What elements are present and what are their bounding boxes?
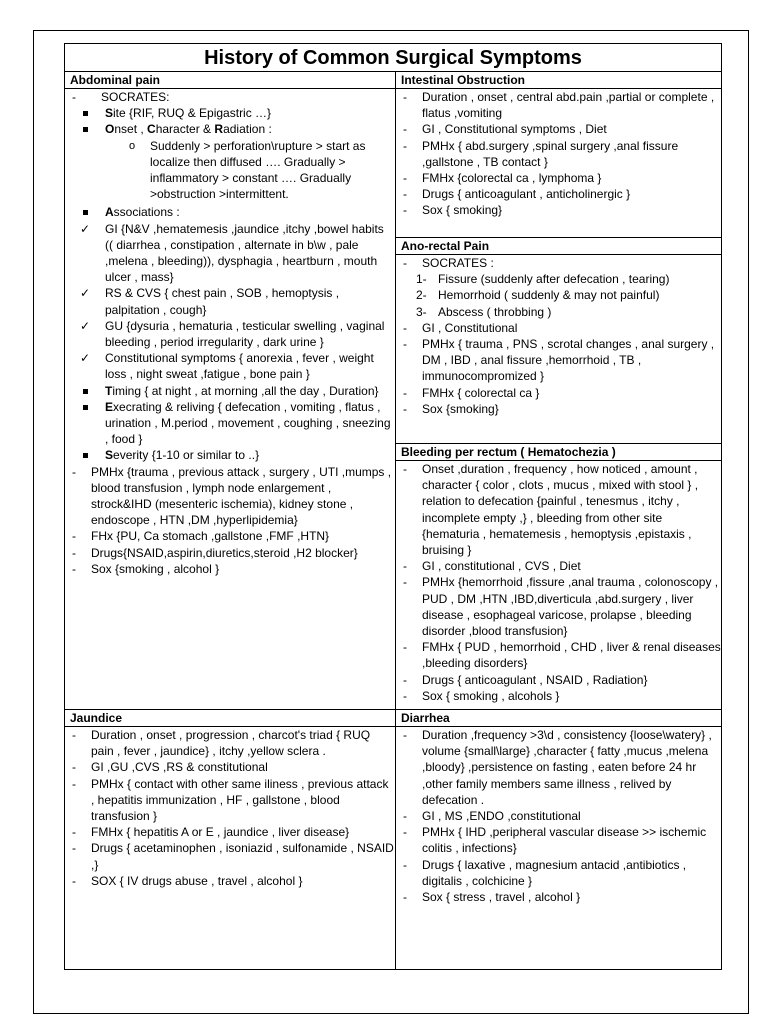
list-item: - GI , Constitutional symptoms , Diet [396,121,721,137]
document-title: History of Common Surgical Symptoms [65,44,721,72]
list-item: - GI , constitutional , CVS , Diet [396,558,721,574]
list-item: - Sox { smoking} [396,202,721,218]
diarrhea-section [396,710,721,969]
jaundice-heading: Jaundice [65,710,395,727]
list-item: - Drugs { acetaminophen , isoniazid , sulfonamide , NSAID ,} [65,840,395,872]
list-item: - Duration , onset , central abd.pain ,partial or complete , flatus ,vomiting [396,89,721,121]
list-item: - FMHx {colorectal ca , lymphoma } [396,170,721,186]
abdominal-pain-list [65,89,395,577]
bleeding-per-rectum-section [396,444,721,709]
abdominal-pain-heading: Abdominal pain [65,72,395,89]
numbered-item: 1- Fissure (suddenly after defecation , tearing) [416,272,670,287]
site-item: Site {RIF, RUQ & Epigastric …} [65,105,395,121]
ano-rectal-pain-list [396,255,721,417]
list-item: - Onset ,duration , frequency , how noticed , amount , character { color , clots , mucus , mixed with stool } , relation to defecation {painful , tenesmus , itchy , incomplete empty ,} , bleeding from other site {hematuria , hematemesis , hemoptysis ,epistaxis , bruising } [396,461,721,558]
list-item: - PMHx { trauma , PNS , scrotal changes , anal surgery , DM , IBD , anal fissure ,hemorrhoid , TB , immunocompromized } [396,336,721,385]
exacerbating-item: Execrating & reliving { defecation , vomiting , flatus , urination , M.period , movement , coughing , sneezing , food } [65,399,395,448]
ano-rectal-pain-section [396,238,721,443]
abdominal-pain-section [65,72,395,709]
gu-item: ✓ GU {dysuria , hematuria , testicular swelling , vaginal bleeding , period irregularity , dark urine } [65,318,395,350]
list-item: - PMHx { contact with other same iliness , previous attack , hepatitis immunization , HF , gallstone , blood transfusion } [65,776,395,825]
list-item: - Sox { smoking , alcohols } [396,688,721,704]
pmhx-item: - PMHx {trauma , previous attack , surgery , UTI ,mumps , blood transfusion , lymph node enlargement , strock&IHD (mesenteric ischemia), kidney stone , endoscope , HTN ,DM ,hyperlipidemia} [65,464,395,529]
diarrhea-heading: Diarrhea [396,710,721,727]
list-item: - Duration ,frequency >3\d , consistency {loose\watery} , volume {small\large} ,character { fatty ,mucus ,melena ,bloody} ,persistence on fasting , eaten before 24 hr ,other family members same illness , relived by defecation . [396,727,721,808]
list-item: - GI , Constitutional [396,320,721,336]
onset-detail-item: o Suddenly > perforation\rupture > start as localize then diffused …. Gradually > inflammatory > constant …. Gradually >obstruction >intermittent. [65,138,395,203]
constitutional-item: ✓ Constitutional symptoms { anorexia , fever , weight loss , night sweat ,fatigue , bone pain } [65,350,395,382]
drugs-item: - Drugs{NSAID,aspirin,diuretics,steroid ,H2 blocker} [65,545,395,561]
sox-item: - Sox {smoking , alcohol } [65,561,395,577]
jaundice-list [65,727,395,889]
list-item: - SOX { IV drugs abuse , travel , alcohol } [65,873,395,889]
intestinal-obstruction-section [396,72,721,237]
list-item: - PMHx {hemorrhoid ,fissure ,anal trauma , colonoscopy , PUD , DM ,HTN ,IBD,diverticula ,abd.surgery , liver disease , esophageal varicose, prolapse , bleeding disorder ,blood transfusion} [396,574,721,639]
list-item: - PMHx { abd.surgery ,spinal surgery ,anal fissure ,gallstone , TB contact } [396,138,721,170]
jaundice-section [65,710,395,969]
associations-item: Associations : [65,204,395,220]
numbered-item: 3- Abscess ( throbbing ) [416,304,552,319]
list-item: - Sox {smoking} [396,401,721,417]
severity-item: Severity {1-10 or similar to ..} [65,447,395,463]
bleeding-per-rectum-list [396,461,721,704]
fhx-item: - FHx {PU, Ca stomach ,gallstone ,FMF ,HTN} [65,528,395,544]
list-item: - Drugs { laxative , magnesium antacid ,antibiotics , digitalis , colchicine } [396,857,721,889]
rs-cvs-item: ✓ RS & CVS { chest pain , SOB , hemoptysis , palpitation , cough} [65,285,395,317]
list-item: - FMHx { PUD , hemorrhoid , CHD , liver & renal diseases ,bleeding disorders} [396,639,721,671]
list-item: - FMHx { hepatitis A or E , jaundice , liver disease} [65,824,395,840]
list-item: - Drugs { anticoagulant , NSAID , Radiation} [396,672,721,688]
timing-item: Timing { at night , at morning ,all the day , Duration} [65,383,395,399]
intestinal-obstruction-list [396,89,721,219]
socrates-item: - SOCRATES : [396,255,721,271]
list-item: - GI ,GU ,CVS ,RS & constitutional [65,759,395,775]
list-item: - FMHx { colorectal ca } [396,385,721,401]
bleeding-per-rectum-heading: Bleeding per rectum ( Hematochezia ) [396,444,721,461]
list-item: - PMHx { IHD ,peripheral vascular disease >> ischemic colitis , infections} [396,824,721,856]
socrates-item: - SOCRATES: [65,89,395,105]
document-sheet [64,43,722,970]
ano-rectal-pain-heading: Ano-rectal Pain [396,238,721,255]
diarrhea-list [396,727,721,905]
list-item: - Sox { stress , travel , alcohol } [396,889,721,905]
onset-item: Onset , Character & Radiation : [65,121,395,137]
list-item: - GI , MS ,ENDO ,constitutional [396,808,721,824]
list-item: - Duration , onset , progression , charcot's triad { RUQ pain , fever , jaundice} , itchy ,yellow sclera . [65,727,395,759]
list-item: - Drugs { anticoagulant , anticholinergic } [396,186,721,202]
gi-item: ✓ GI {N&V ,hematemesis ,jaundice ,itchy ,bowel habits (( diarrhea , constipation , alternate in b\w , pale ,melena , bleeding)), dysphagia , heartburn , mouth ulcer , mass} [65,221,395,286]
numbered-item: 2- Hemorrhoid ( suddenly & may not painful) [416,288,660,303]
intestinal-obstruction-heading: Intestinal Obstruction [396,72,721,89]
